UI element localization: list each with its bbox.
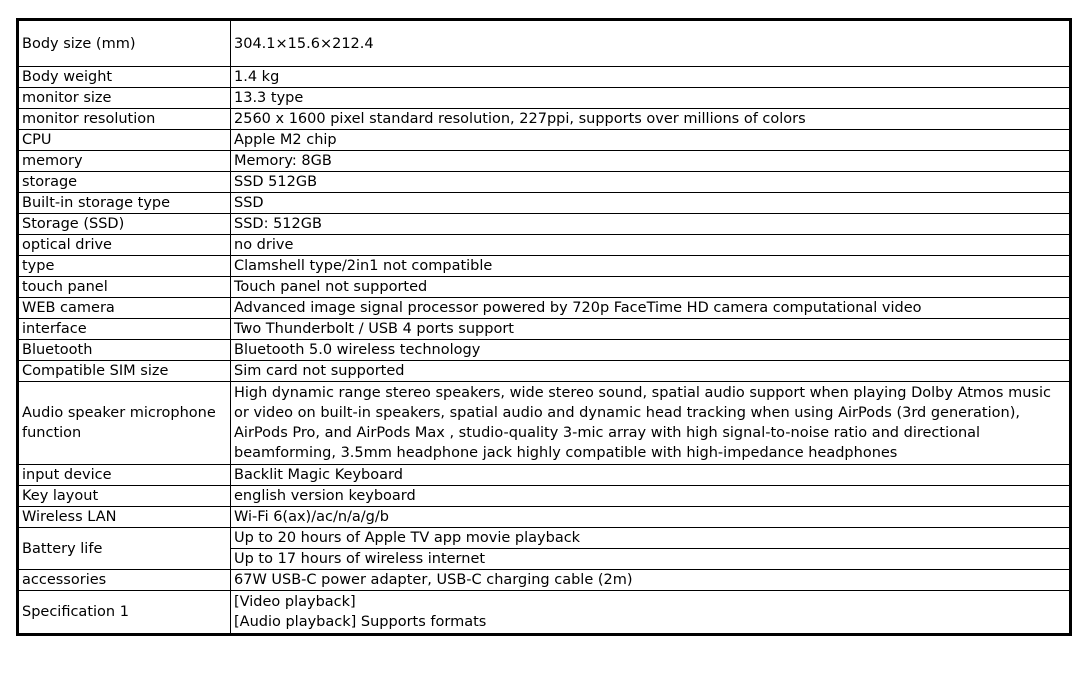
row-value: no drive	[231, 235, 1071, 256]
row-label: CPU	[18, 130, 231, 151]
row-label: type	[18, 256, 231, 277]
table-row	[18, 20, 1071, 67]
specification-label: Specification 1	[18, 591, 231, 635]
row-value: Clamshell type/2in1 not compatible	[231, 256, 1071, 277]
row-value: SSD: 512GB	[231, 214, 1071, 235]
table-row-audio	[18, 382, 1071, 465]
row-value: Sim card not supported	[231, 361, 1071, 382]
table-row	[18, 277, 1071, 298]
table-row	[18, 67, 1071, 88]
row-value: Bluetooth 5.0 wireless technology	[231, 340, 1071, 361]
row-label: optical drive	[18, 235, 231, 256]
row-label: memory	[18, 151, 231, 172]
table-row	[18, 214, 1071, 235]
row-label: Key layout	[18, 486, 231, 507]
table-row	[18, 465, 1071, 486]
row-label: monitor size	[18, 88, 231, 109]
row-value: 1.4 kg	[231, 67, 1071, 88]
audio-value	[231, 382, 1071, 465]
row-value: english version keyboard	[231, 486, 1071, 507]
row-value: Touch panel not supported	[231, 277, 1071, 298]
row-value: Advanced image signal processor powered by 720p FaceTime HD camera computational video	[231, 298, 1071, 319]
table-row	[18, 298, 1071, 319]
row-value: 304.1×15.6×212.4	[231, 20, 1071, 67]
row-label: Body size (mm)	[18, 20, 231, 67]
battery-value: Up to 20 hours of Apple TV app movie playback	[231, 528, 1071, 549]
table-row	[18, 256, 1071, 277]
table-row	[18, 486, 1071, 507]
row-label: storage	[18, 172, 231, 193]
row-value: 67W USB-C power adapter, USB-C charging cable (2m)	[231, 570, 1071, 591]
audio-line: High dynamic range stereo speakers, wide stereo sound, spatial audio support when playing Dolby Atmos music	[234, 385, 1051, 401]
row-value: SSD	[231, 193, 1071, 214]
audio-line: or video on built-in speakers, spatial audio and dynamic head tracking when using AirPods (3rd generation),	[234, 405, 1020, 421]
row-value: Apple M2 chip	[231, 130, 1071, 151]
row-label: Storage (SSD)	[18, 214, 231, 235]
row-value: Backlit Magic Keyboard	[231, 465, 1071, 486]
specification-line: [Video playback]	[234, 594, 356, 610]
table-row	[18, 570, 1071, 591]
row-label: monitor resolution	[18, 109, 231, 130]
battery-value: Up to 17 hours of wireless internet	[231, 549, 1071, 570]
spec-table	[16, 18, 1072, 636]
table-row	[18, 319, 1071, 340]
row-label: Built-in storage type	[18, 193, 231, 214]
table-row	[18, 235, 1071, 256]
row-label: Wireless LAN	[18, 507, 231, 528]
table-row	[18, 193, 1071, 214]
row-value: SSD 512GB	[231, 172, 1071, 193]
row-value: Wi-Fi 6(ax)/ac/n/a/g/b	[231, 507, 1071, 528]
table-row	[18, 151, 1071, 172]
row-value: 13.3 type	[231, 88, 1071, 109]
table-row-specification	[18, 591, 1071, 635]
row-label: Body weight	[18, 67, 231, 88]
row-value: 2560 x 1600 pixel standard resolution, 227ppi, supports over millions of colors	[231, 109, 1071, 130]
battery-label: Battery life	[18, 528, 231, 570]
table-row	[18, 361, 1071, 382]
row-label: Compatible SIM size	[18, 361, 231, 382]
table-row	[18, 88, 1071, 109]
specification-value	[231, 591, 1071, 635]
row-label: touch panel	[18, 277, 231, 298]
audio-line: AirPods Pro, and AirPods Max , studio-quality 3-mic array with high signal-to-noise ratio and directional	[234, 425, 981, 441]
row-value: Memory: 8GB	[231, 151, 1071, 172]
row-value: Two Thunderbolt / USB 4 ports support	[231, 319, 1071, 340]
table-row	[18, 340, 1071, 361]
row-label: accessories	[18, 570, 231, 591]
table-row	[18, 130, 1071, 151]
table-row	[18, 172, 1071, 193]
table-row	[18, 507, 1071, 528]
row-label: input device	[18, 465, 231, 486]
row-label: Bluetooth	[18, 340, 231, 361]
audio-label: Audio speaker microphone function	[18, 382, 231, 465]
row-label: WEB camera	[18, 298, 231, 319]
specification-line: [Audio playback] Supports formats	[234, 614, 487, 630]
table-row-battery	[18, 528, 1071, 549]
audio-line: beamforming, 3.5mm headphone jack highly compatible with high-impedance headphones	[234, 445, 898, 461]
table-row	[18, 109, 1071, 130]
row-label: interface	[18, 319, 231, 340]
